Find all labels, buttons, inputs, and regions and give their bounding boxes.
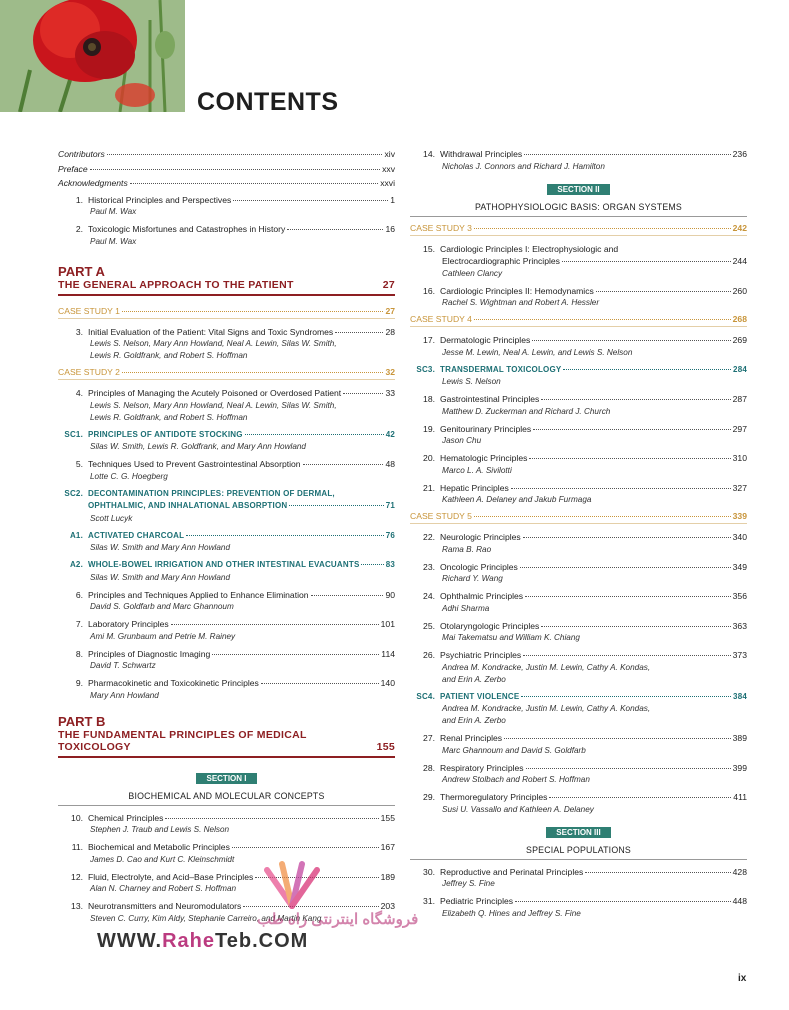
toc-entry[interactable]: 21. Hepatic Principles 327 Kathleen A. Delaney and Jakub Furmaga bbox=[423, 482, 747, 504]
toc-entry[interactable]: 20. Hematologic Principles 310 Marco L. A. Sivilotti bbox=[423, 453, 747, 475]
special-consideration-entry[interactable]: SC1. PRINCIPLES OF ANTIDOTE STOCKING 42 Silas W. Smith, Lewis R. Goldfrank, and Mary Ann Howland bbox=[64, 429, 395, 451]
antidote-entry[interactable]: A2. WHOLE-BOWEL IRRIGATION AND OTHER INTESTINAL EVACUANTS 83 Silas W. Smith and Mary Ann Howland bbox=[69, 560, 395, 582]
contents-right-column bbox=[410, 148, 747, 925]
toc-entry[interactable]: 16. Cardiologic Principles II: Hemodynamics 260 Rachel S. Wightman and Robert A. Hessler bbox=[423, 285, 747, 307]
toc-entry[interactable]: 17. Dermatologic Principles 269 Jesse M. Lewin, Neal A. Lewin, and Lewis S. Nelson bbox=[423, 335, 747, 357]
toc-entry[interactable]: 26. Psychiatric Principles 373 Andrea M. Kondracke, Justin M. Lewin, Cathy A. Kondas, and Erin A. Zerbo bbox=[423, 650, 747, 684]
toc-entry[interactable]: 25. Otolaryngologic Principles 363 Mai Takematsu and William K. Chiang bbox=[423, 620, 747, 642]
case-study-4[interactable]: CASE STUDY 4 268 bbox=[410, 314, 747, 327]
toc-entry[interactable]: 4. Principles of Managing the Acutely Poisoned or Overdosed Patient 33 Lewis S. Nelson, Mary Ann Howland, Neal A. Lewin, Silas W. Smith, Lewis R. Goldfrank, and Robert S. Hoffman bbox=[75, 388, 395, 422]
poppy-photo bbox=[0, 0, 185, 112]
toc-entry[interactable]: 29. Thermoregulatory Principles 411 Susi U. Vassallo and Kathleen A. Delaney bbox=[423, 792, 747, 814]
toc-entry[interactable]: 9. Pharmacokinetic and Toxicokinetic Principles 140 Mary Ann Howland bbox=[75, 678, 395, 700]
section-badge: SECTION II bbox=[547, 184, 609, 195]
toc-entry[interactable]: 7. Laboratory Principles 101 Ami M. Grunbaum and Petrie M. Rainey bbox=[75, 619, 395, 641]
toc-entry[interactable]: 15. Cardiologic Principles I: Electrophysiologic and Electrocardiographic Principles 244 Cathleen Clancy bbox=[423, 243, 747, 278]
toc-entry[interactable]: 18. Gastrointestinal Principles 287 Matthew D. Zuckerman and Richard J. Church bbox=[423, 394, 747, 416]
toc-entry[interactable]: 14. Withdrawal Principles 236 Nicholas J. Connors and Richard J. Hamilton bbox=[423, 149, 747, 171]
toc-entry[interactable]: 8. Principles of Diagnostic Imaging 114 David T. Schwartz bbox=[75, 648, 395, 670]
toc-entry[interactable]: 22. Neurologic Principles 340 Rama B. Rao bbox=[423, 532, 747, 554]
toc-entry[interactable]: 28. Respiratory Principles 399 Andrew Stolbach and Robert S. Hoffman bbox=[423, 762, 747, 784]
toc-entry[interactable]: 31. Pediatric Principles 448 Elizabeth Q. Hines and Jeffrey S. Fine bbox=[423, 896, 747, 918]
special-consideration-entry[interactable]: SC3. TRANSDERMAL TOXICOLOGY 284 Lewis S. Nelson bbox=[416, 364, 747, 386]
toc-entry[interactable]: 19. Genitourinary Principles 297 Jason Chu bbox=[423, 423, 747, 445]
front-matter-acknowledgments[interactable]: Acknowledgments xxvi bbox=[58, 178, 395, 188]
toc-entry[interactable]: 11. Biochemical and Metabolic Principles 167 James D. Cao and Kurt C. Kleinschmidt bbox=[71, 842, 395, 864]
front-matter-preface[interactable]: Preface xxv bbox=[58, 163, 395, 174]
case-study-5[interactable]: CASE STUDY 5 339 bbox=[410, 511, 747, 524]
contents-left-column bbox=[58, 148, 395, 930]
toc-entry[interactable]: 5. Techniques Used to Prevent Gastrointestinal Absorption 48 Lotte C. G. Hoegberg bbox=[75, 459, 395, 481]
toc-entry[interactable]: 3. Initial Evaluation of the Patient: Vital Signs and Toxic Syndromes 28 Lewis S. Nelson, Mary Ann Howland, Neal A. Lewin, Silas W. Smith, Lewis R. Goldfrank, and Robert S. Hoffman bbox=[75, 326, 395, 360]
toc-entry[interactable]: 23. Oncologic Principles 349 Richard Y. Wang bbox=[423, 561, 747, 583]
toc-entry[interactable]: 12. Fluid, Electrolyte, and Acid–Base Principles 189 Alan N. Charney and Robert S. Hoffman bbox=[71, 871, 395, 893]
section-header: SECTION III SPECIAL POPULATIONS bbox=[410, 822, 747, 860]
case-study-3[interactable]: CASE STUDY 3 242 bbox=[410, 223, 747, 236]
toc-entry[interactable]: 10. Chemical Principles 155 Stephen J. Traub and Lewis S. Nelson bbox=[71, 812, 395, 834]
toc-entry[interactable]: 13. Neurotransmitters and Neuromodulators 203 Steven C. Curry, Kim Aldy, Stephanie Carreiro, and Martin Kang bbox=[71, 901, 395, 923]
part-b-header: PART B THE FUNDAMENTAL PRINCIPLES OF MEDICAL TOXICOLOGY 155 bbox=[58, 714, 395, 758]
toc-entry[interactable]: 24. Ophthalmic Principles 356 Adhi Sharma bbox=[423, 591, 747, 613]
toc-entry[interactable]: 2. Toxicologic Misfortunes and Catastrophes in History 16 Paul M. Wax bbox=[75, 224, 395, 246]
antidote-entry[interactable]: A1. ACTIVATED CHARCOAL 76 Silas W. Smith and Mary Ann Howland bbox=[69, 530, 395, 552]
page-title: CONTENTS bbox=[197, 88, 339, 116]
section-header: SECTION II PATHOPHYSIOLOGIC BASIS: ORGAN SYSTEMS bbox=[410, 179, 747, 217]
toc-entry[interactable]: 6. Principles and Techniques Applied to Enhance Elimination 90 David S. Goldfarb and Marc Ghannoum bbox=[75, 589, 395, 611]
part-a-header: PART A THE GENERAL APPROACH TO THE PATIENT 27 bbox=[58, 264, 395, 296]
special-consideration-entry[interactable]: SC2. DECONTAMINATION PRINCIPLES: PREVENTION OF DERMAL, OPHTHALMIC, AND INHALATIONAL ABSORPTION 71 Scott Lucyk bbox=[64, 488, 395, 523]
watermark-url: WWW.RaheTeb.COM bbox=[97, 930, 309, 952]
toc-entry[interactable]: 1. Historical Principles and Perspectives 1 Paul M. Wax bbox=[75, 194, 395, 216]
section-header: SECTION I BIOCHEMICAL AND MOLECULAR CONCEPTS bbox=[58, 768, 395, 806]
case-study-2[interactable]: CASE STUDY 2 32 bbox=[58, 367, 395, 380]
front-matter-contributors[interactable]: Contributors xiv bbox=[58, 149, 395, 159]
section-badge: SECTION III bbox=[546, 827, 610, 838]
special-consideration-entry[interactable]: SC4. PATIENT VIOLENCE 384 Andrea M. Kondracke, Justin M. Lewin, Cathy A. Kondas, and Erin A. Zerbo bbox=[416, 691, 747, 725]
section-badge: SECTION I bbox=[196, 773, 256, 784]
watermark-persian-text: فروشگاه اینترنتی راه طب bbox=[257, 911, 419, 928]
toc-entry[interactable]: 27. Renal Principles 389 Marc Ghannoum and David S. Goldfarb bbox=[423, 733, 747, 755]
page-number: ix bbox=[738, 973, 747, 984]
toc-entry[interactable]: 30. Reproductive and Perinatal Principles 428 Jeffrey S. Fine bbox=[423, 866, 747, 888]
case-study-1[interactable]: CASE STUDY 1 27 bbox=[58, 306, 395, 319]
